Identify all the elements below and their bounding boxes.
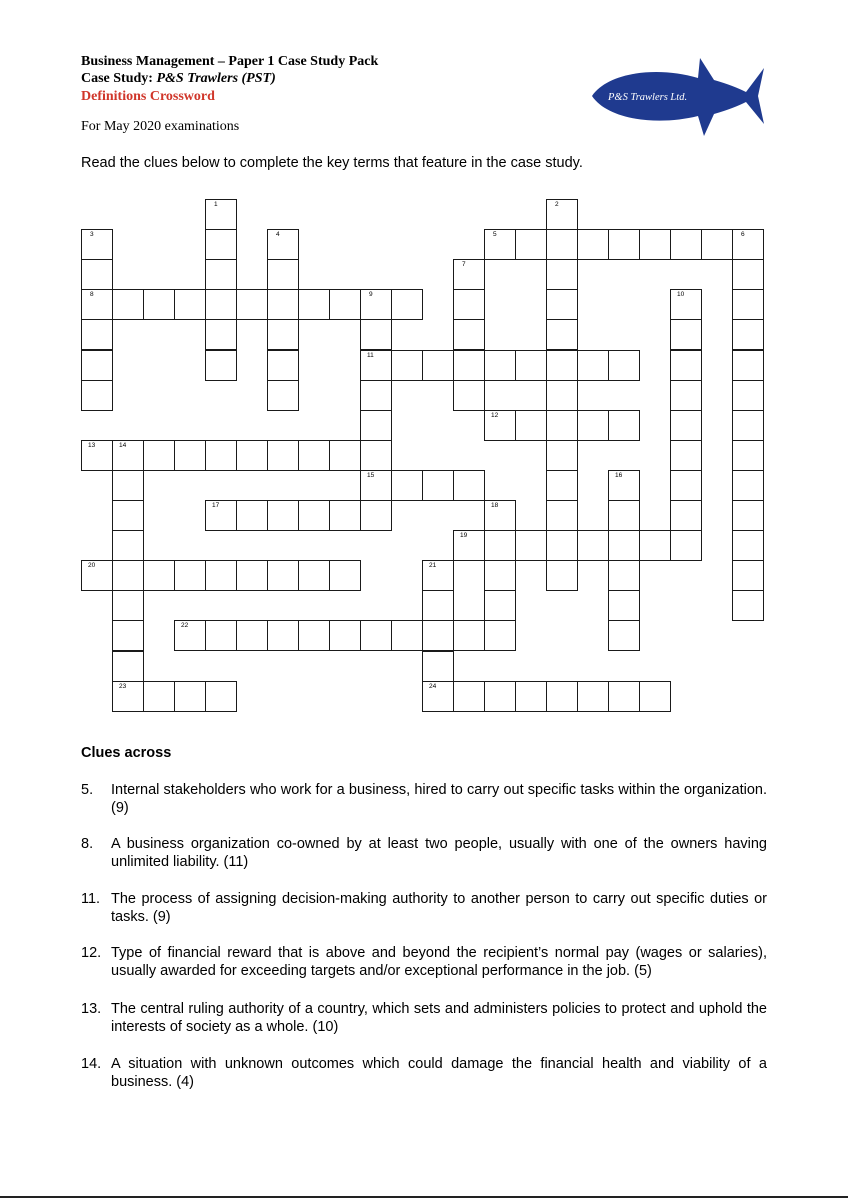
clue-item	[81, 944, 767, 980]
crossword-cell[interactable]	[267, 440, 299, 471]
crossword-cell[interactable]	[670, 380, 702, 411]
crossword-cell[interactable]	[546, 440, 578, 471]
clue-text: The process of assigning decision-making authority to another person to carry out specific duties or tasks. (9)	[111, 891, 767, 925]
crossword-cell[interactable]	[453, 259, 485, 290]
crossword-cell[interactable]	[360, 410, 392, 441]
clue-number-label: 10	[677, 291, 685, 299]
crossword-cell[interactable]	[391, 350, 423, 381]
crossword-cell[interactable]	[515, 350, 547, 381]
clue-number-label: 5	[493, 231, 497, 239]
crossword-cell[interactable]	[732, 380, 764, 411]
crossword-cell[interactable]	[732, 470, 764, 501]
crossword-cell[interactable]	[453, 620, 485, 651]
crossword-cell[interactable]	[608, 681, 640, 712]
crossword-cell[interactable]	[453, 380, 485, 411]
crossword-cell[interactable]	[422, 590, 454, 621]
crossword-cell[interactable]	[608, 620, 640, 651]
clue-number-label: 16	[615, 471, 623, 479]
crossword-cell[interactable]	[639, 530, 671, 561]
crossword-cell[interactable]	[639, 229, 671, 260]
crossword-cell[interactable]	[732, 560, 764, 591]
intro-text: Read the clues below to complete the key terms that feature in the case study.	[81, 155, 583, 171]
crossword-cell[interactable]	[732, 530, 764, 561]
crossword-cell[interactable]	[112, 590, 144, 621]
crossword-cell[interactable]	[608, 229, 640, 260]
crossword-cell[interactable]	[298, 500, 330, 531]
crossword-cell[interactable]	[267, 560, 299, 591]
crossword-cell[interactable]	[484, 229, 516, 260]
crossword-cell[interactable]	[422, 560, 454, 591]
crossword-cell[interactable]	[112, 560, 144, 591]
crossword-cell[interactable]	[453, 350, 485, 381]
crossword-cell[interactable]	[112, 470, 144, 501]
crossword-cell[interactable]	[515, 410, 547, 441]
clue-number-label: 13	[88, 441, 96, 449]
crossword-cell[interactable]	[391, 470, 423, 501]
crossword-cell[interactable]	[546, 289, 578, 320]
crossword-cell[interactable]	[484, 500, 516, 531]
crossword-cell[interactable]	[422, 651, 454, 682]
clue-number: 13.	[81, 1001, 102, 1017]
clue-number: 12.	[81, 945, 102, 961]
clue-number-label: 17	[212, 502, 220, 509]
crossword-cell[interactable]	[670, 440, 702, 471]
crossword-cell[interactable]	[670, 410, 702, 441]
clue-text: A situation with unknown outcomes which could damage the financial health and viability of a business. (4)	[111, 1056, 767, 1090]
crossword-cell[interactable]	[515, 681, 547, 712]
crossword-cell[interactable]	[453, 681, 485, 712]
crossword-cell[interactable]	[236, 289, 268, 320]
clue-number-label: 11	[367, 351, 374, 359]
crossword-cell[interactable]	[670, 530, 702, 561]
crossword-cell[interactable]	[732, 350, 764, 381]
crossword-cell[interactable]	[608, 410, 640, 441]
crossword-cell[interactable]	[205, 440, 237, 471]
crossword-cell[interactable]	[329, 500, 361, 531]
crossword-cell[interactable]	[267, 380, 299, 411]
crossword-cell[interactable]	[267, 289, 299, 320]
crossword-cell[interactable]	[174, 620, 206, 651]
crossword-cell[interactable]	[81, 319, 113, 350]
crossword-cell[interactable]	[453, 530, 485, 561]
crossword-cell[interactable]	[81, 380, 113, 411]
crossword-cell[interactable]	[670, 289, 702, 320]
section-title: Definitions Crossword	[81, 89, 215, 104]
crossword-cell[interactable]	[670, 470, 702, 501]
crossword-cell[interactable]	[732, 440, 764, 471]
crossword-cell[interactable]	[546, 380, 578, 411]
crossword-cell[interactable]	[360, 500, 392, 531]
crossword-cell[interactable]	[205, 229, 237, 260]
case-study-prefix: Case Study:	[81, 71, 157, 86]
crossword-cell[interactable]	[360, 470, 392, 501]
crossword-cell[interactable]	[143, 681, 175, 712]
crossword-cell[interactable]	[484, 590, 516, 621]
crossword-cell[interactable]	[515, 229, 547, 260]
crossword-cell[interactable]	[670, 500, 702, 531]
crossword-cell[interactable]	[267, 229, 299, 260]
clue-number-label: 6	[741, 231, 745, 239]
clue-item	[81, 1055, 767, 1091]
crossword-cell[interactable]	[236, 620, 268, 651]
clue-number-label: 23	[119, 682, 127, 690]
crossword-cell[interactable]	[546, 410, 578, 441]
crossword-cell[interactable]	[205, 500, 237, 531]
crossword-cell[interactable]	[360, 620, 392, 651]
crossword-cell[interactable]	[515, 530, 547, 561]
clue-number: 11.	[81, 891, 101, 907]
crossword-cell[interactable]	[174, 289, 206, 320]
crossword-cell[interactable]	[205, 620, 237, 651]
crossword-cell[interactable]	[236, 500, 268, 531]
crossword-cell[interactable]	[484, 350, 516, 381]
clue-number-label: 1	[214, 201, 218, 208]
crossword-cell[interactable]	[608, 470, 640, 501]
crossword-cell[interactable]	[205, 289, 237, 320]
crossword-cell[interactable]	[546, 470, 578, 501]
clue-item	[81, 835, 767, 871]
crossword-cell[interactable]	[205, 199, 237, 230]
crossword-cell[interactable]	[143, 289, 175, 320]
clue-text: Internal stakeholders who work for a business, hired to carry out specific tasks within the organization. (9)	[111, 782, 767, 816]
crossword-cell[interactable]	[422, 470, 454, 501]
crossword-cell[interactable]	[81, 560, 113, 591]
crossword-cell[interactable]	[81, 259, 113, 290]
crossword-cell[interactable]	[422, 681, 454, 712]
clue-text: The central ruling authority of a country, which sets and administers policies to protect and uphold the interests of society as a whole. (10)	[111, 1001, 767, 1035]
clue-number-label: 9	[369, 291, 373, 299]
crossword-cell[interactable]	[360, 350, 392, 381]
crossword-cell[interactable]	[329, 560, 361, 591]
crossword-cell[interactable]	[267, 259, 299, 290]
clue-item	[81, 890, 767, 926]
clue-number: 5.	[81, 782, 94, 798]
crossword-cell[interactable]	[546, 530, 578, 561]
clue-number-label: 4	[276, 231, 280, 239]
document-title: Business Management – Paper 1 Case Study Pack	[81, 54, 379, 69]
clue-number: 8.	[81, 836, 94, 852]
crossword-cell[interactable]	[453, 289, 485, 320]
crossword-cell[interactable]	[205, 350, 237, 381]
page-bottom-rule	[0, 1196, 848, 1198]
clue-number-label: 21	[429, 562, 437, 570]
crossword-cell[interactable]	[546, 350, 578, 381]
crossword-cell[interactable]	[484, 410, 516, 441]
crossword-cell[interactable]	[484, 681, 516, 712]
case-study-line	[81, 70, 276, 87]
crossword-cell[interactable]	[360, 289, 392, 320]
crossword-cell[interactable]	[205, 560, 237, 591]
crossword-cell[interactable]	[360, 380, 392, 411]
clue-number: 14.	[81, 1056, 102, 1072]
clues-across-heading: Clues across	[81, 745, 172, 761]
crossword-cell[interactable]	[608, 530, 640, 561]
crossword-cell[interactable]	[267, 500, 299, 531]
crossword-cell[interactable]	[174, 440, 206, 471]
crossword-cell[interactable]	[453, 319, 485, 350]
clue-number-label: 8	[90, 291, 94, 299]
crossword-cell[interactable]	[298, 440, 330, 471]
crossword-cell[interactable]	[670, 350, 702, 381]
crossword-cell[interactable]	[670, 319, 702, 350]
crossword-cell[interactable]	[546, 229, 578, 260]
crossword-cell[interactable]	[546, 681, 578, 712]
crossword-cell[interactable]	[298, 289, 330, 320]
crossword-cell[interactable]	[732, 410, 764, 441]
crossword-cell[interactable]	[174, 681, 206, 712]
crossword-cell[interactable]	[112, 620, 144, 651]
crossword-cell[interactable]	[112, 440, 144, 471]
crossword-cell[interactable]	[81, 229, 113, 260]
crossword-cell[interactable]	[81, 350, 113, 381]
crossword-cell[interactable]	[608, 500, 640, 531]
clue-text: Type of financial reward that is above and beyond the recipient’s normal pay (wages or salaries), usually awarded for exceeding targets and/or exceptional performance in the job. (5)	[111, 945, 767, 979]
crossword-cell[interactable]	[732, 590, 764, 621]
crossword-cell[interactable]	[577, 410, 609, 441]
clue-item	[81, 781, 767, 817]
crossword-cell[interactable]	[732, 319, 764, 350]
crossword-cell[interactable]	[112, 289, 144, 320]
crossword-cell[interactable]	[298, 620, 330, 651]
crossword-cell[interactable]	[112, 530, 144, 561]
clue-number-label: 15	[367, 471, 375, 479]
clue-number-label: 22	[181, 622, 189, 630]
case-study-name: P&S Trawlers (PST)	[156, 71, 276, 86]
crossword-cell[interactable]	[732, 289, 764, 320]
logo-text: P&S Trawlers Ltd.	[608, 92, 688, 103]
crossword-cell[interactable]	[577, 350, 609, 381]
crossword-cell[interactable]	[453, 470, 485, 501]
exam-session: For May 2020 examinations	[81, 119, 240, 134]
crossword-cell[interactable]	[236, 560, 268, 591]
clue-number-label: 3	[90, 231, 94, 239]
crossword-cell[interactable]	[267, 319, 299, 350]
crossword-cell[interactable]	[267, 620, 299, 651]
crossword-cell[interactable]	[205, 319, 237, 350]
crossword-cell[interactable]	[81, 440, 113, 471]
crossword-cell[interactable]	[484, 530, 516, 561]
crossword-cell[interactable]	[174, 560, 206, 591]
crossword-cell[interactable]	[546, 259, 578, 290]
crossword-cell[interactable]	[701, 229, 733, 260]
crossword-cell[interactable]	[546, 560, 578, 591]
crossword-cell[interactable]	[577, 681, 609, 712]
crossword-cell[interactable]	[484, 560, 516, 591]
crossword-cell[interactable]	[732, 229, 764, 260]
crossword-cell[interactable]	[732, 500, 764, 531]
crossword-cell[interactable]	[608, 560, 640, 591]
crossword-cell[interactable]	[236, 440, 268, 471]
crossword-cell[interactable]	[298, 560, 330, 591]
crossword-cell[interactable]	[608, 590, 640, 621]
clue-number-label: 14	[119, 441, 127, 449]
clue-number-label: 19	[460, 532, 468, 540]
crossword-cell[interactable]	[577, 229, 609, 260]
clue-number-label: 24	[429, 682, 437, 690]
crossword-cell[interactable]	[112, 500, 144, 531]
crossword-cell[interactable]	[360, 319, 392, 350]
crossword-cell[interactable]	[732, 259, 764, 290]
crossword-cell[interactable]	[329, 620, 361, 651]
clue-number-label: 12	[491, 411, 499, 419]
crossword-cell[interactable]	[329, 289, 361, 320]
crossword-cell[interactable]	[670, 229, 702, 260]
crossword-cell[interactable]	[608, 350, 640, 381]
crossword-cell[interactable]	[546, 500, 578, 531]
crossword-cell[interactable]	[143, 560, 175, 591]
crossword-cell[interactable]	[639, 681, 671, 712]
crossword-cell[interactable]	[391, 289, 423, 320]
crossword-cell[interactable]	[546, 199, 578, 230]
clue-number-label: 7	[462, 261, 466, 269]
crossword-cell[interactable]	[546, 319, 578, 350]
crossword-cell[interactable]	[205, 259, 237, 290]
crossword-cell[interactable]	[112, 651, 144, 682]
crossword-cell[interactable]	[391, 620, 423, 651]
crossword-cell[interactable]	[267, 350, 299, 381]
crossword-cell[interactable]	[81, 289, 113, 320]
clue-number-label: 18	[491, 502, 499, 509]
crossword-cell[interactable]	[329, 440, 361, 471]
crossword-cell[interactable]	[577, 530, 609, 561]
clue-text: A business organization co-owned by at least two people, usually with one of the owners having unlimited liability. (11)	[111, 836, 767, 870]
crossword-cell[interactable]	[422, 620, 454, 651]
crossword-cell[interactable]	[360, 440, 392, 471]
crossword-cell[interactable]	[143, 440, 175, 471]
crossword-cell[interactable]	[422, 350, 454, 381]
clue-item	[81, 1000, 767, 1036]
fish-logo	[588, 52, 768, 140]
crossword-cell[interactable]	[205, 681, 237, 712]
crossword-cell[interactable]	[112, 681, 144, 712]
crossword-cell[interactable]	[484, 620, 516, 651]
clue-number-label: 2	[555, 201, 559, 208]
clue-number-label: 20	[88, 562, 96, 570]
